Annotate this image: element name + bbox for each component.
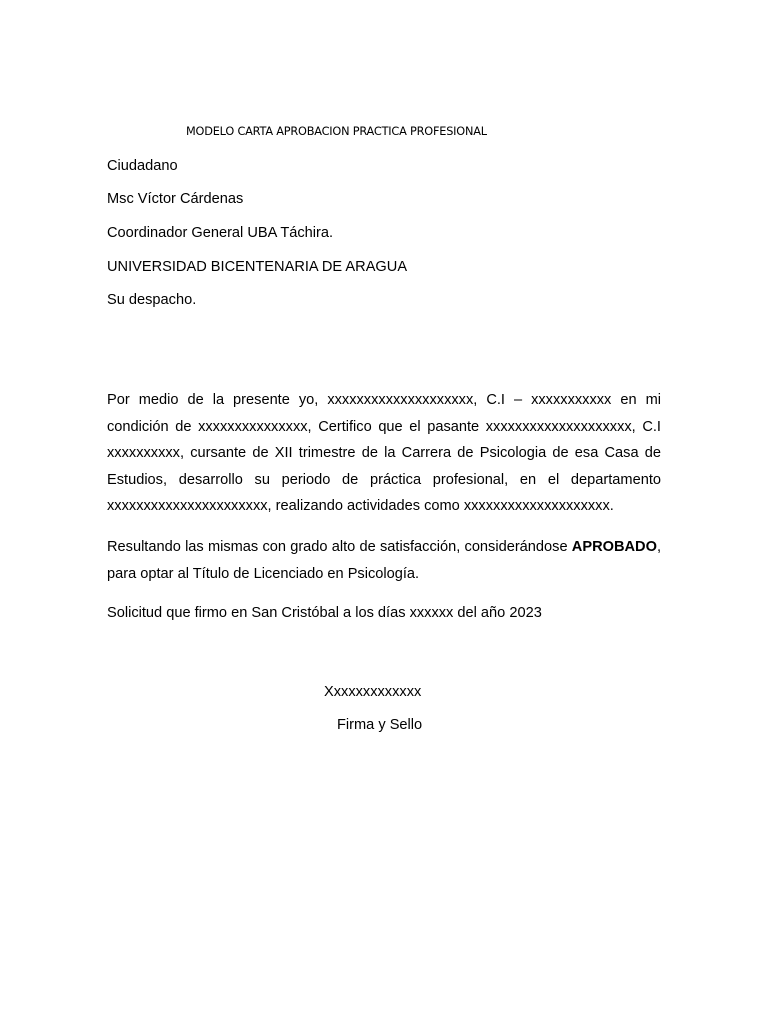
signature-label: Firma y Sello [337,717,423,733]
recipient-salutation: Ciudadano [107,158,178,174]
signature-name: Xxxxxxxxxxxxx [324,684,422,700]
recipient-name: Msc Víctor Cárdenas [107,191,244,207]
recipient-position: Coordinador General UBA Táchira. [107,225,334,241]
approved-text: APROBADO [571,539,657,555]
paragraph-2-text-after: , para optar al Título de Licenciado en Psicología. [107,539,661,582]
document-title: MODELO CARTA APROBACION PRACTICA PROFESIONAL [186,125,487,138]
body-paragraph-1: Por medio de la presente yo, xxxxxxxxxxxxxxxxxxxx, C.I – xxxxxxxxxxx en mi condición de xxxxxxxxxxxxxxx, Certifico que el pasante xxxxxxxxxxxxxxxxxxxx, C.I xxxxxxxxxx, cursante de XII trimestre de la Carrera de Psicologia de esa Casa de Estudios, desarrollo su periodo de práctica profesional, en el departamento xxxxxxxxxxxxxxxxxxxxxx, realizando actividades como xxxxxxxxxxxxxxxxxxxx. [107,392,661,515]
recipient-institution: UNIVERSIDAD BICENTENARIA DE ARAGUA [107,259,408,275]
body-paragraph-2 [107,534,661,587]
body-paragraph-3: Solicitud que firmo en San Cristóbal a los días xxxxxx del año 2023 [107,605,542,621]
paragraph-2-text-before: Resultando las mismas con grado alto de satisfacción, considerándose [107,539,572,555]
recipient-closing: Su despacho. [107,292,197,308]
